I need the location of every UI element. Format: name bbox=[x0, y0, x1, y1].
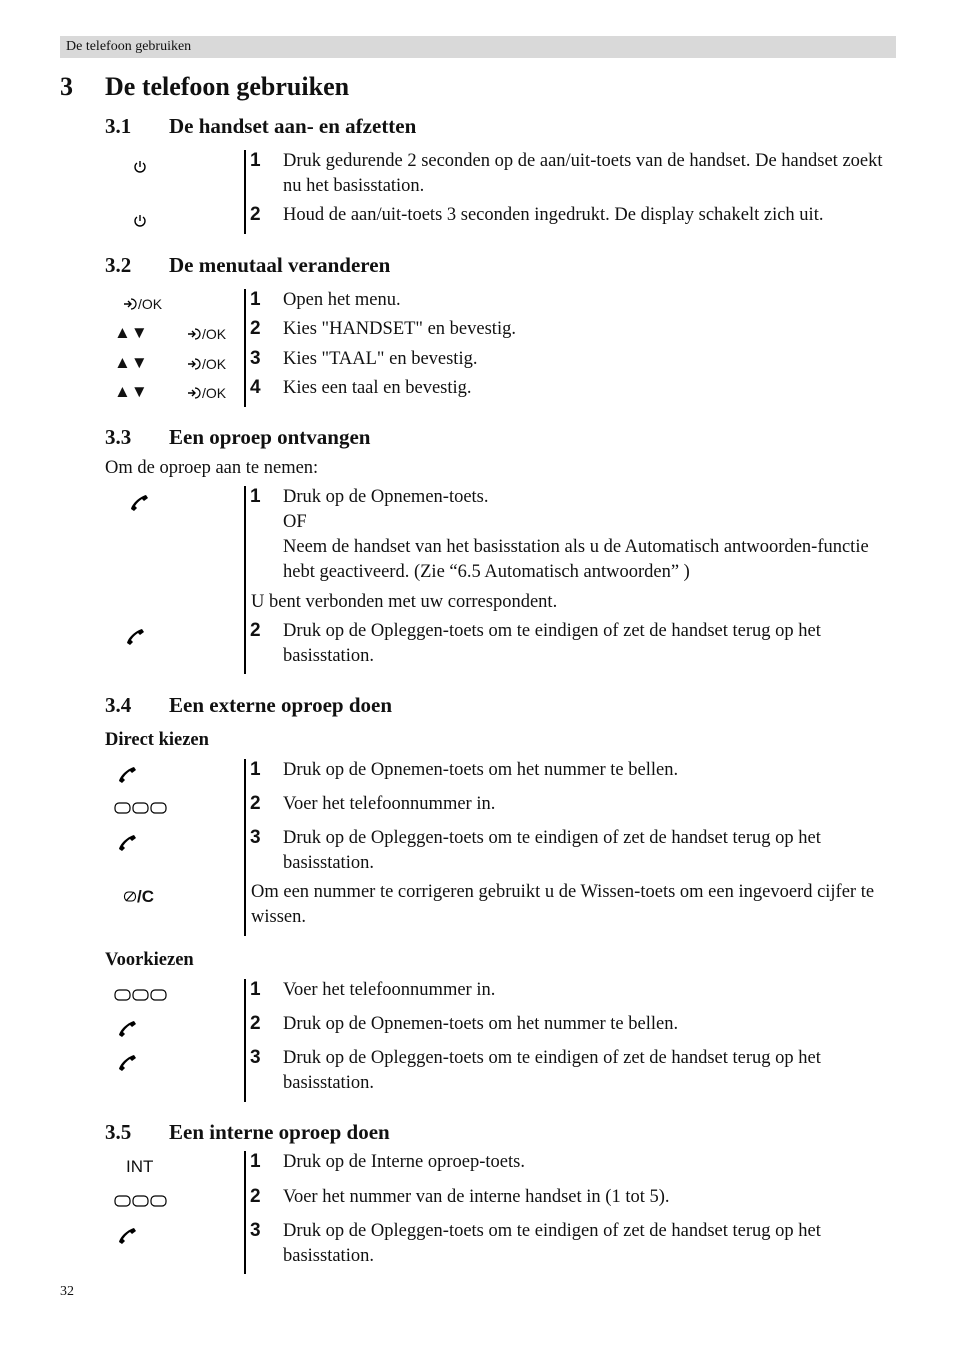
ok-label: /OK bbox=[138, 296, 163, 313]
step-number: 1 bbox=[250, 150, 261, 171]
step-line-or: OF bbox=[283, 512, 307, 532]
running-header-title: De telefoon gebruiken bbox=[66, 39, 192, 54]
step-text: Kies "TAAL" en bevestig. bbox=[283, 349, 478, 369]
step-note: Om een nummer te corrigeren gebruikt u de Wissen-toets om een ingevoerd cijfer te wissen. bbox=[251, 882, 875, 927]
clear-icon bbox=[123, 887, 154, 907]
step-text: Voer het telefoonnummer in. bbox=[283, 980, 496, 1000]
up-down-icon: ▲▼ bbox=[114, 323, 148, 342]
step-text: Open het menu. bbox=[283, 290, 401, 310]
section-3-1-title: De handset aan- en afzetten bbox=[169, 114, 417, 138]
step-divider bbox=[244, 759, 246, 936]
step-text: Voer het telefoonnummer in. bbox=[283, 794, 496, 814]
chapter-title: De telefoon gebruiken bbox=[105, 72, 350, 101]
step-divider bbox=[244, 289, 246, 407]
up-down-icon: ▲▼ bbox=[114, 382, 148, 401]
phone-pickup-icon bbox=[116, 1018, 138, 1038]
step-divider bbox=[244, 486, 246, 674]
ok-label: /OK bbox=[202, 326, 227, 343]
section-3-3-number: 3.3 bbox=[105, 425, 132, 449]
running-header bbox=[60, 36, 896, 58]
intercom-icon: INT bbox=[126, 1157, 154, 1176]
step-number: 3 bbox=[250, 827, 261, 848]
step-number: 2 bbox=[250, 793, 261, 814]
step-text: Druk op de Opnemen-toets om het nummer te bellen. bbox=[283, 760, 679, 780]
step-number: 2 bbox=[250, 204, 261, 225]
section-3-1-number: 3.1 bbox=[105, 114, 132, 138]
phone-hangup-icon bbox=[116, 1225, 138, 1245]
power-icon bbox=[133, 213, 147, 229]
phone-hangup-icon bbox=[116, 832, 138, 852]
step-text: Druk gedurende 2 seconden op de aan/uit-toets van de handset. De handset zoekt nu het basisstation. bbox=[283, 151, 883, 196]
step-text: Druk op de Opleggen-toets om te eindigen of zet de handset terug op het basisstation. bbox=[283, 828, 821, 873]
step-text: Kies "HANDSET" en bevestig. bbox=[283, 319, 516, 339]
step-text: Druk op de Opleggen-toets om te eindigen of zet de handset terug op het basisstation. bbox=[283, 1221, 821, 1266]
menu-ok-icon bbox=[122, 295, 162, 313]
phone-pickup-icon bbox=[128, 492, 150, 512]
clear-label: /C bbox=[137, 887, 154, 906]
step-note: U bent verbonden met uw correspondent. bbox=[251, 592, 558, 612]
step-number: 1 bbox=[250, 759, 261, 780]
keypad-icon bbox=[114, 801, 168, 815]
step-line: Neem de handset van het basisstation als u de Automatisch antwoorden-functie hebt geactiveerd. (Zie “6.5 Automatisch antwoorden” ) bbox=[283, 537, 869, 582]
section-3-4-title: Een externe oproep doen bbox=[169, 693, 393, 717]
step-number: 4 bbox=[250, 377, 261, 398]
section-3-2-number: 3.2 bbox=[105, 253, 132, 277]
step-number: 1 bbox=[250, 979, 261, 1000]
section-3-3-title: Een oproep ontvangen bbox=[169, 425, 371, 449]
step-number: 2 bbox=[250, 318, 261, 339]
step-number: 2 bbox=[250, 620, 261, 641]
step-text: Druk op de Opleggen-toets om te eindigen of zet de handset terug op het basisstation. bbox=[283, 621, 821, 666]
menu-ok-icon bbox=[186, 325, 226, 343]
phone-hangup-icon bbox=[116, 1052, 138, 1072]
step-number: 3 bbox=[250, 348, 261, 369]
section-3-4-number: 3.4 bbox=[105, 693, 132, 717]
subsection-title: Direct kiezen bbox=[105, 730, 209, 750]
step-number: 2 bbox=[250, 1013, 261, 1034]
step-text: Druk op de Interne oproep-toets. bbox=[283, 1152, 525, 1172]
section-3-2-title: De menutaal veranderen bbox=[169, 253, 391, 277]
ok-label: /OK bbox=[202, 385, 227, 402]
step-divider bbox=[244, 1151, 246, 1274]
keypad-icon bbox=[114, 1194, 168, 1208]
step-text: Kies een taal en bevestig. bbox=[283, 378, 472, 398]
section-3-5-title: Een interne oproep doen bbox=[169, 1120, 390, 1144]
step-number: 3 bbox=[250, 1220, 261, 1241]
page-number: 32 bbox=[60, 1284, 74, 1299]
phone-pickup-icon bbox=[116, 764, 138, 784]
step-number: 2 bbox=[250, 1186, 261, 1207]
step-text: Druk op de Opnemen-toets om het nummer te bellen. bbox=[283, 1014, 679, 1034]
ok-label: /OK bbox=[202, 356, 227, 373]
step-text: Druk op de Opleggen-toets om te eindigen of zet de handset terug op het basisstation. bbox=[283, 1048, 821, 1093]
chapter-number: 3 bbox=[60, 72, 73, 101]
up-down-icon: ▲▼ bbox=[114, 353, 148, 372]
step-number: 1 bbox=[250, 486, 261, 507]
phone-hangup-icon bbox=[124, 626, 146, 646]
power-icon bbox=[133, 159, 147, 175]
menu-ok-icon bbox=[186, 384, 226, 402]
step-text bbox=[283, 485, 893, 585]
step-divider bbox=[244, 150, 246, 234]
keypad-icon bbox=[114, 988, 168, 1002]
step-text: Voer het nummer van de interne handset in (1 tot 5). bbox=[283, 1187, 670, 1207]
section-intro: Om de oproep aan te nemen: bbox=[105, 458, 319, 478]
section-3-5-number: 3.5 bbox=[105, 1120, 132, 1144]
step-text: Houd de aan/uit-toets 3 seconden ingedrukt. De display schakelt zich uit. bbox=[283, 205, 824, 225]
step-divider bbox=[244, 979, 246, 1102]
menu-ok-icon bbox=[186, 355, 226, 373]
step-number: 3 bbox=[250, 1047, 261, 1068]
step-line: Druk op de Opnemen-toets. bbox=[283, 487, 489, 507]
step-number: 1 bbox=[250, 289, 261, 310]
step-number: 1 bbox=[250, 1151, 261, 1172]
subsection-title: Voorkiezen bbox=[105, 950, 194, 970]
